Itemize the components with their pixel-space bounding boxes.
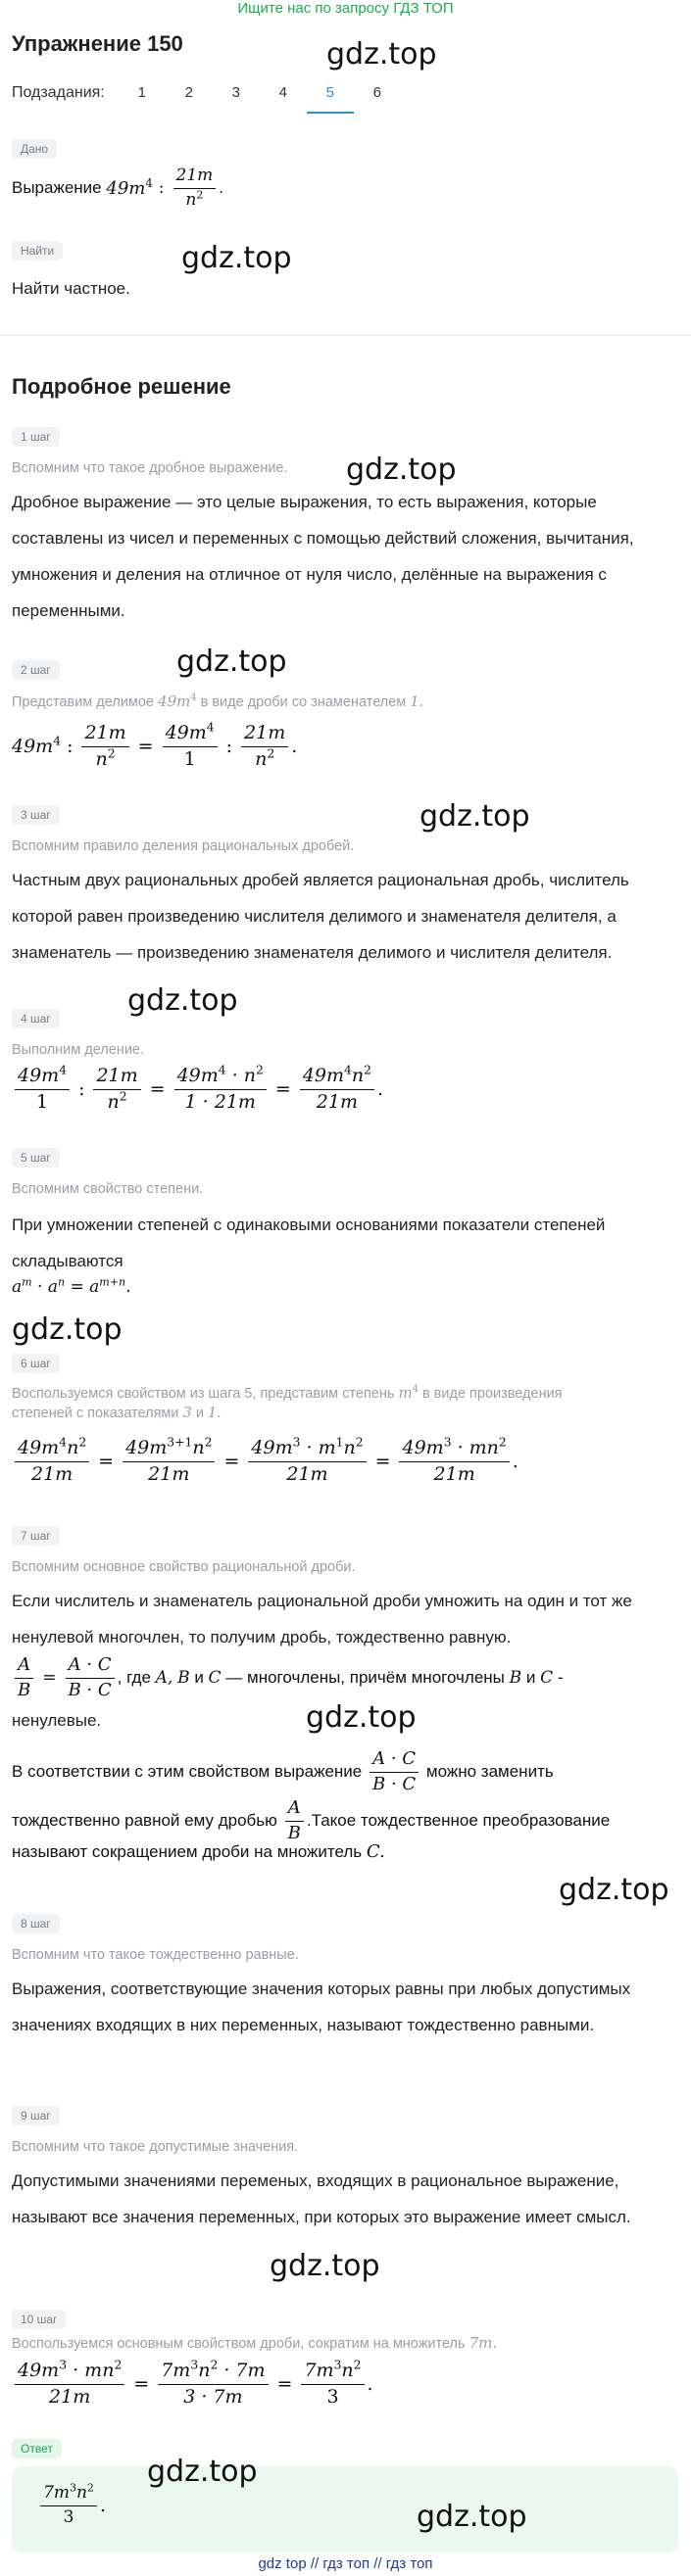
watermark: gdz.top (181, 241, 292, 275)
step-10-hint-text: Воспользуемся основным свойством дроби, сократим на множитель (12, 2336, 466, 2352)
step-7-cons-a: В соответствии с этим свойством выражение (12, 1762, 363, 1782)
step-7-hint: Вспомним основное свойство рациональной дроби. (12, 1559, 356, 1575)
step-10-equation: $\frac{49m^3 \cdot mn^2}{21m}$ = $\frac{7m^3n^2 \cdot 7m}{3 \cdot 7m}$ = $\frac{7m^3n^2}{3}$ . (12, 2361, 373, 2409)
subtasks-label: Подзадания: (12, 84, 105, 101)
step-4-equation: $\frac{49m^4}{1}$ : $\frac{21m}{n^2}$ = $\frac{49m^4 \cdot n^2}{1 \cdot 21m}$ = $\frac{49m^4n^2}{21m}$ . (12, 1066, 383, 1114)
step-2-hint-a: Представим делимое (12, 694, 154, 710)
page-title: Упражнение 150 (12, 31, 183, 56)
step-7-rule-e: - (557, 1668, 564, 1688)
watermark: gdz.top (270, 2249, 380, 2283)
step-5-text: При умножении степеней с одинаковыми основаниями показатели степеней складываются (12, 1216, 606, 1270)
step-7-rule-f: ненулевые. (12, 1711, 102, 1730)
search-banner[interactable]: Ищите нас по запросу ГДЗ ТОП (237, 0, 454, 17)
step-3-hint: Вспомним правило деления рациональных дробей. (12, 838, 355, 854)
watermark: gdz.top (346, 453, 457, 487)
step-7-rule-a: , где (117, 1668, 151, 1688)
watermark: gdz.top (176, 644, 287, 679)
step-6-hint-c: в виде произведения (421, 1386, 563, 1402)
step-7-consequence-2: тождественно равной ему дробью $\frac{A}{B}$ . Такое тождественное преобразование (12, 1797, 611, 1843)
step-4-hint: Выполним деление. (12, 1042, 145, 1058)
step-7-rule-d: и (525, 1668, 536, 1688)
watermark: gdz.top (12, 1312, 123, 1347)
step-7-rule-b: и (194, 1668, 204, 1688)
answer-badge: Ответ (12, 2439, 62, 2458)
step-1-hint: Вспомним что такое дробное выражение. (12, 460, 288, 476)
step-8-text: Выражения, соответствующие значения которых равны при любых допустимых значениях входящих в них переменных, называют тождественно равными. (12, 1980, 631, 2034)
watermark: gdz.top (326, 37, 437, 72)
watermark: gdz.top (127, 983, 238, 1018)
step-2-equation: $49m^4$ : $\frac{21m}{n^2}$ = $\frac{49m^4}{1}$ : $\frac{21m}{n^2}$ . (12, 720, 298, 770)
step-7-consequence-3: называют сокращением дроби на множитель C. (12, 1841, 385, 1862)
find-text: Найти частное. (12, 279, 130, 298)
step-7-cons-d: Такое тождественное преобразование (311, 1811, 611, 1831)
step-6-hint: Воспользуемся свойством из шага 5, представим степень $m^4$ в виде произведения степеней с показателями 3 и 1. (12, 1384, 563, 1421)
tab-subtask-1[interactable]: 1 (137, 84, 146, 101)
step-7-cons-b: можно заменить (425, 1762, 554, 1782)
watermark: gdz.top (147, 2455, 258, 2489)
step-2-hint-b: в виде дроби со знаменателем (200, 694, 407, 710)
step-1-text: Дробное выражение — это целые выражения, то есть выражения, которые составлены из чисел и переменных с помощью действий сложения, вычитания, умножения и деления на отличное от нуля число, делённые на выражения с переменными. (12, 493, 634, 620)
tab-subtask-5[interactable]: 5 (307, 82, 354, 114)
step-4-badge: 4 шаг (12, 1009, 60, 1028)
solution-title: Подробное решение (12, 374, 231, 399)
step-2-hint-c: 1. (410, 694, 424, 710)
footer-links[interactable]: gdz top // гдз топ // гдз топ (258, 2555, 433, 2572)
step-6-hint-b: 5, представим степень (244, 1386, 395, 1402)
step-3-badge: 3 шаг (12, 805, 60, 825)
find-badge: Найти (12, 241, 63, 261)
step-6-equation: $\frac{49m^4n^2}{21m}$ = $\frac{49m^{3+1}n^2}{21m}$ = $\frac{49m^3 \cdot m^1n^2}{21m}$ = $\frac{49m^3 \cdot mn^2}{21m}$ . (12, 1438, 518, 1486)
step-7-rule-c: — многочлены, причём многочлены (225, 1668, 505, 1688)
given-expression: Выражение $49m^4$ : $\frac{21m}{n^2}$ . (12, 166, 224, 210)
divider (0, 335, 691, 336)
tab-subtask-6[interactable]: 6 (372, 84, 381, 101)
step-3-text: Частным двух рациональных дробей является рациональная дробь, числитель которой равен произведению числителя делимого и знаменателя делителя, а знаменатель — произведению знаменателя делимого и числителя делителя. (12, 871, 629, 962)
given-badge: Дано (12, 139, 57, 159)
watermark: gdz.top (306, 1700, 417, 1735)
subtask-tabs (12, 82, 401, 116)
step-5-badge: 5 шаг (12, 1148, 60, 1168)
step-6-hint-a: Воспользуемся свойством из шага (12, 1386, 241, 1402)
step-7-badge: 7 шаг (12, 1526, 60, 1546)
answer-box (12, 2466, 678, 2552)
step-6-hint-e: и (195, 1406, 204, 1421)
answer-expression: $\frac{7m^3n^2}{3}$ . (37, 2484, 106, 2527)
step-6-badge: 6 шаг (12, 1354, 60, 1373)
step-7-rule: $\frac{A}{B}$ = $\frac{A \cdot C}{B \cdot C}$ , где A, B и C — многочлены, причём многочлены B и C - (12, 1655, 564, 1700)
step-2-badge: 2 шаг (12, 660, 60, 680)
step-7-text: Если числитель и знаменатель рациональной дроби умножить на один и тот же ненулевой многочлен, то получим дробь, тождественно равную. (12, 1592, 632, 1646)
step-8-badge: 8 шаг (12, 1914, 60, 1933)
step-5-hint: Вспомним свойство степени. (12, 1181, 204, 1197)
step-9-badge: 9 шаг (12, 2106, 60, 2125)
step-10-badge: 10 шаг (12, 2310, 66, 2329)
step-7-cons-e: называют сокращением дроби на множитель (12, 1841, 363, 1861)
watermark: gdz.top (420, 799, 530, 834)
step-6-hint-d: степеней с показателями (12, 1406, 179, 1421)
step-2-hint: Представим делимое $49m^4$ в виде дроби со знаменателем 1. (12, 692, 424, 710)
step-7-consequence-1: В соответствии с этим свойством выражение $\frac{A \cdot C}{B \cdot C}$ можно заменить (12, 1748, 554, 1794)
step-7-cons-c: тождественно равной ему дробью (12, 1811, 277, 1831)
step-5-formula: $a^m \cdot a^n = a^{m+n}$ . (12, 1275, 131, 1297)
step-8-hint: Вспомним что такое тождественно равные. (12, 1947, 299, 1963)
tab-subtask-2[interactable]: 2 (184, 84, 193, 101)
watermark: gdz.top (559, 1873, 669, 1907)
step-9-text: Допустимыми значениями переменых, входящих в рациональное выражение, называют все значения переменных, при которых это выражение имеет смысл. (12, 2171, 631, 2226)
tab-subtask-4[interactable]: 4 (278, 84, 287, 101)
step-9-hint: Вспомним что такое допустимые значения. (12, 2139, 299, 2155)
tab-subtask-3[interactable]: 3 (231, 84, 240, 101)
step-10-hint: Воспользуемся основным свойством дроби, сократим на множитель 7m. (12, 2334, 498, 2352)
watermark: gdz.top (417, 2500, 527, 2534)
step-1-badge: 1 шаг (12, 427, 60, 447)
given-label: Выражение (12, 178, 102, 198)
